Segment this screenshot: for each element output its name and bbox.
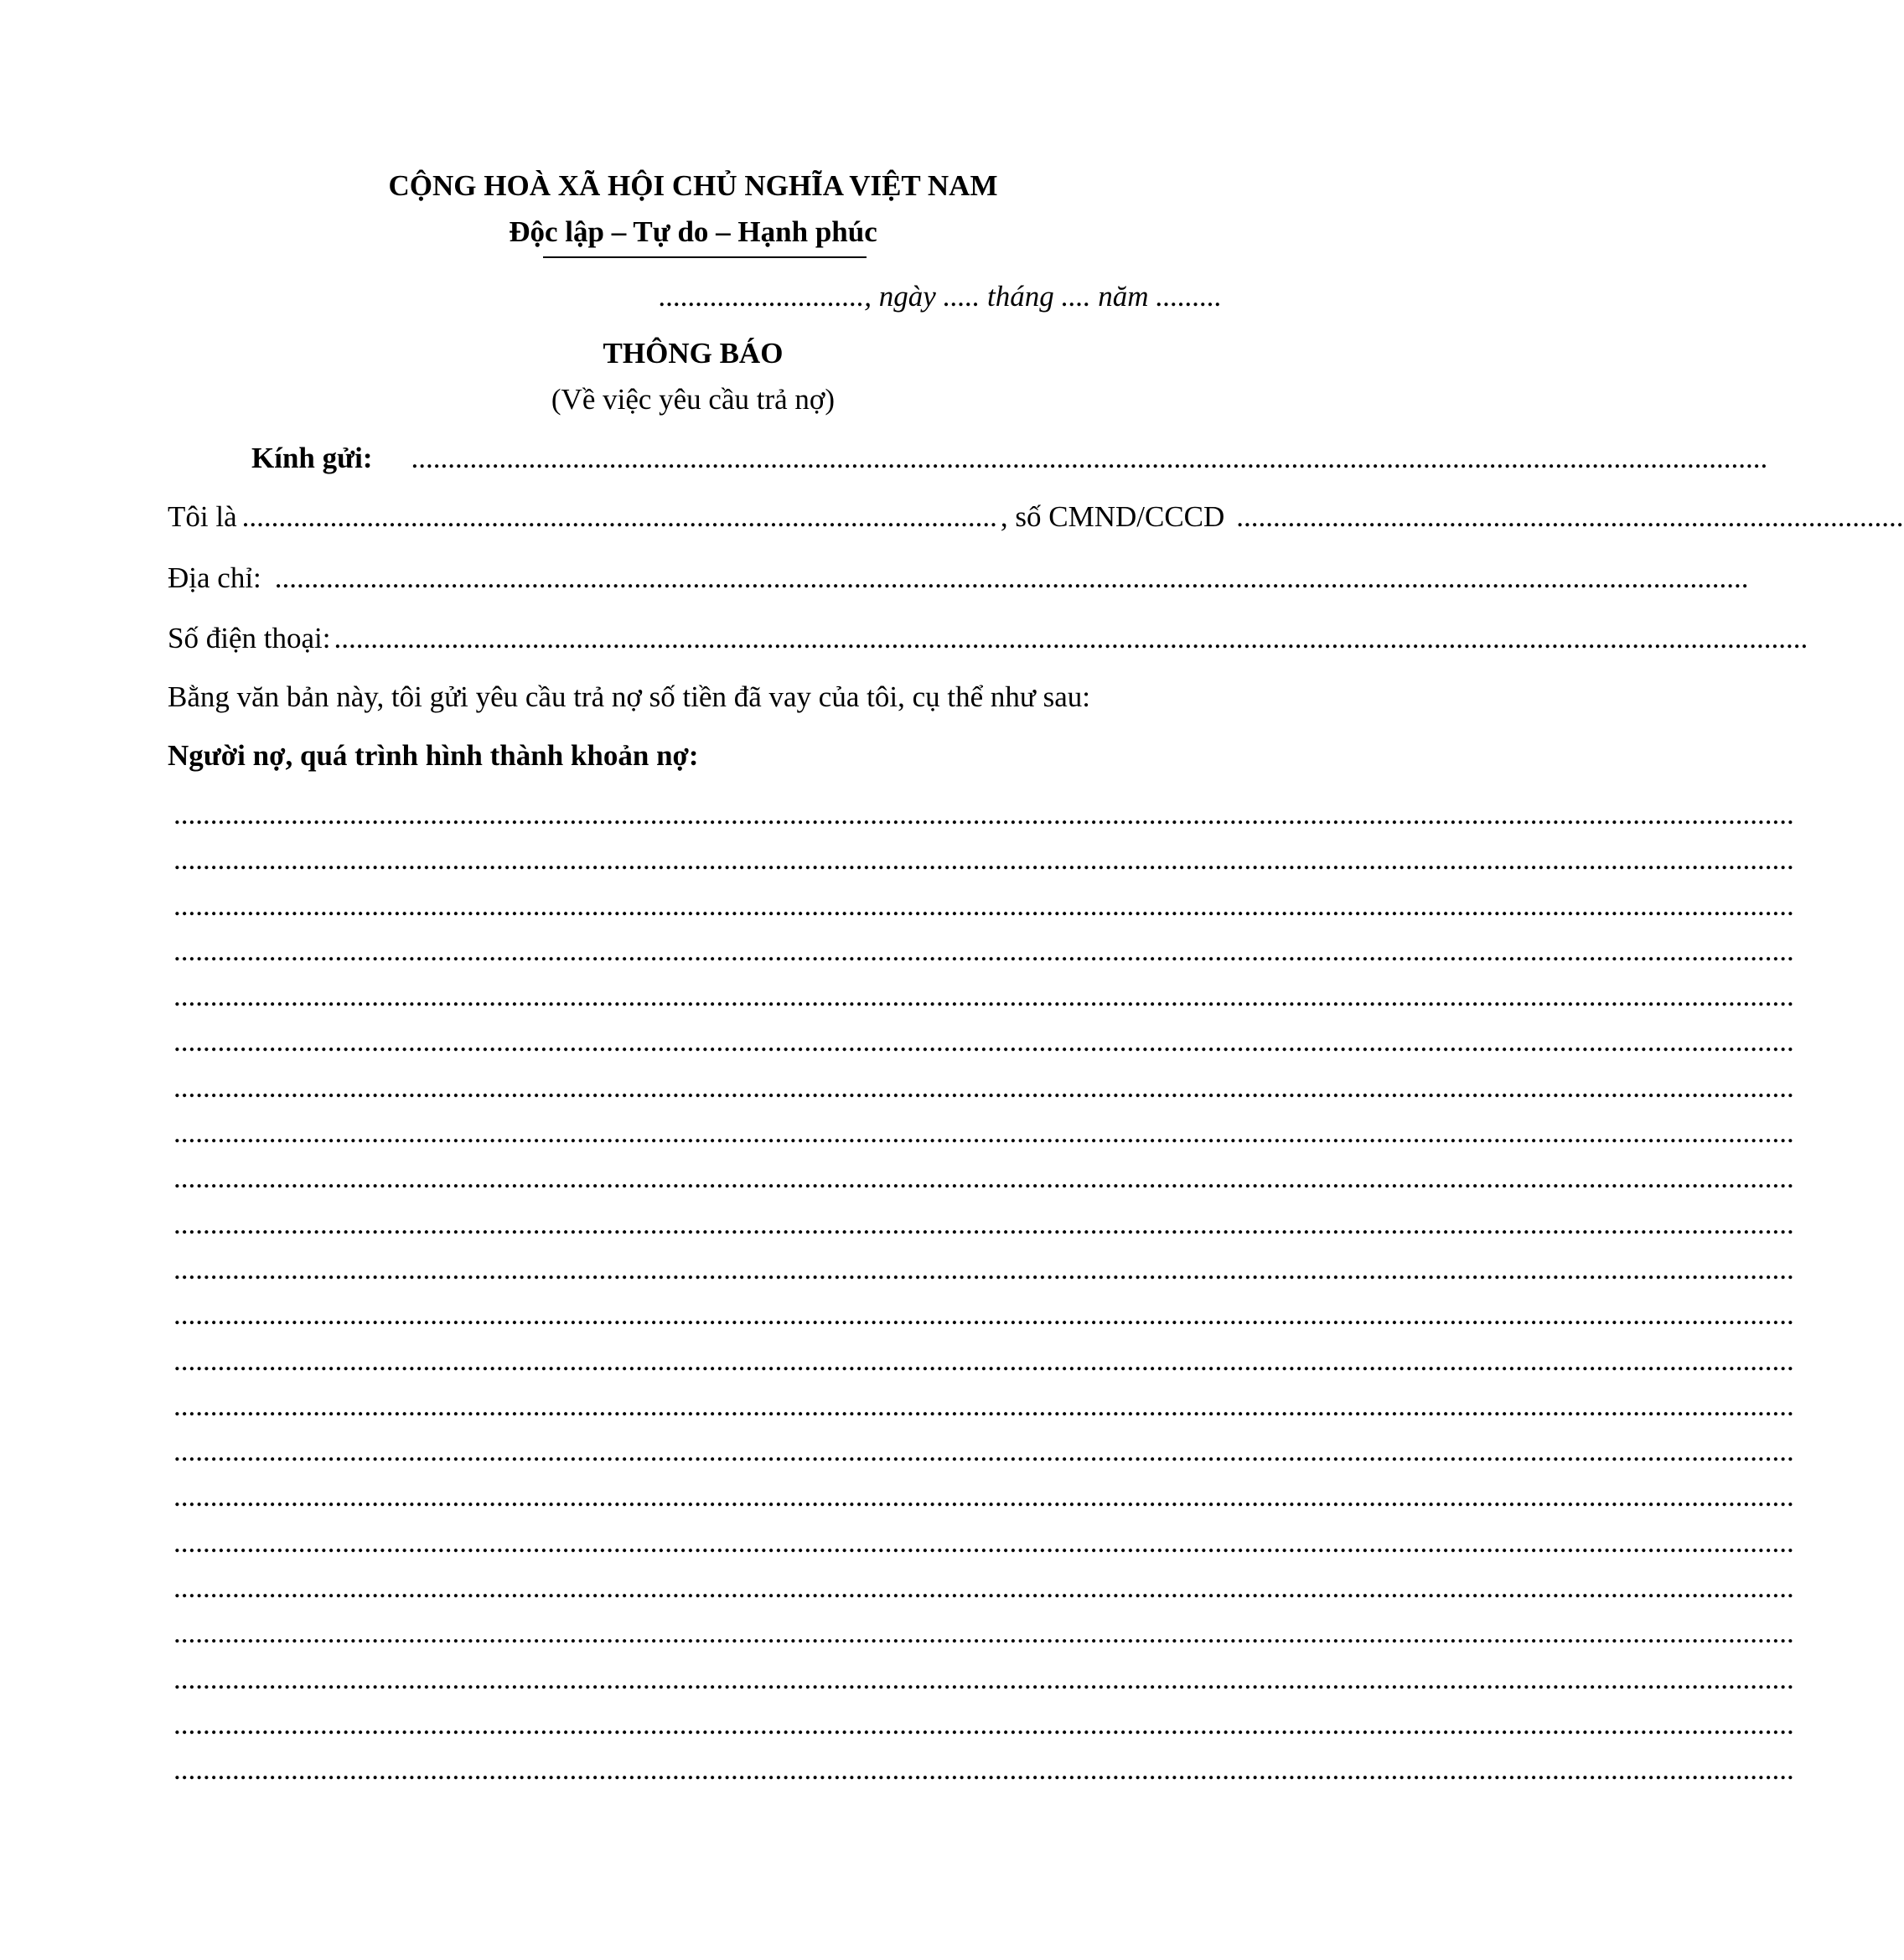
blank-line[interactable]: ............................................................................................................................................................................................................................. [173, 1616, 1794, 1650]
debt-section-heading: Người nợ, quá trình hình thành khoản nợ: [168, 739, 699, 772]
blank-line[interactable]: ............................................................................................................................................................................................................................. [173, 1298, 1794, 1332]
blank-line[interactable]: ............................................................................................................................................................................................................................. [173, 798, 1794, 830]
document-title: THÔNG BÁO [603, 337, 784, 370]
blank-line[interactable]: ............................................................................................................................................................................................................................. [173, 888, 1794, 922]
blank-line[interactable]: ............................................................................................................................................................................................................................. [173, 1070, 1794, 1104]
blank-line[interactable]: ............................................................................................................................................................................................................................. [173, 843, 1794, 877]
motto-underline [543, 256, 867, 258]
blank-line[interactable]: ............................................................................................................................................................................................................................. [173, 1571, 1794, 1605]
blank-line[interactable]: ............................................................................................................................................................................................................................. [173, 1525, 1794, 1559]
address-row [168, 560, 1749, 600]
address-blank[interactable]: ......................................................................................................................................................................................................... [274, 561, 1749, 594]
place-date-line: ............................, ngày ..... tháng .... năm ......... [659, 280, 1222, 313]
name-id-row [168, 499, 1904, 539]
blank-line[interactable]: ............................................................................................................................................................................................................................. [173, 1480, 1794, 1513]
blank-line[interactable]: ............................................................................................................................................................................................................................. [173, 1662, 1794, 1695]
blank-line[interactable]: ............................................................................................................................................................................................................................. [173, 1435, 1794, 1468]
address-label: Địa chỉ: [168, 561, 261, 594]
recipient-blank[interactable]: ......................................................................................................................................................................................... [411, 442, 1768, 474]
id-blank[interactable]: ........................................................................................... [1236, 500, 1904, 533]
recipient-label: Kính gửi: [251, 442, 373, 474]
national-motto: Độc lập – Tự do – Hạnh phúc [509, 215, 877, 248]
blank-line[interactable]: ............................................................................................................................................................................................................................. [173, 1707, 1794, 1740]
request-statement: Bằng văn bản này, tôi gửi yêu cầu trả nợ số tiền đã vay của tôi, cụ thể như sau: [168, 680, 1090, 713]
phone-row [168, 620, 1808, 660]
blank-line[interactable]: ............................................................................................................................................................................................................................. [173, 1252, 1794, 1285]
country-header: CỘNG HOÀ XÃ HỘI CHỦ NGHĨA VIỆT NAM [388, 169, 998, 202]
phone-label: Số điện thoại: [168, 622, 331, 654]
blank-line[interactable]: ............................................................................................................................................................................................................................. [173, 933, 1794, 967]
blank-line[interactable]: ............................................................................................................................................................................................................................. [173, 1389, 1794, 1422]
document-subtitle: (Về việc yêu cầu trả nợ) [551, 383, 836, 416]
recipient-row [168, 440, 1768, 480]
blank-line[interactable]: ............................................................................................................................................................................................................................. [173, 1025, 1794, 1058]
blank-line[interactable]: ............................................................................................................................................................................................................................. [173, 980, 1794, 1013]
name-label: Tôi là [168, 500, 237, 533]
debt-details-blank-lines [173, 796, 1794, 1797]
blank-line[interactable]: ............................................................................................................................................................................................................................. [173, 1753, 1794, 1787]
blank-line[interactable]: ............................................................................................................................................................................................................................. [173, 1161, 1794, 1195]
blank-line[interactable]: ............................................................................................................................................................................................................................. [173, 1343, 1794, 1377]
blank-line[interactable]: ............................................................................................................................................................................................................................. [173, 1207, 1794, 1240]
phone-blank[interactable]: ......................................................................................................................................................................................................... [334, 622, 1808, 654]
blank-line[interactable]: ............................................................................................................................................................................................................................. [173, 1116, 1794, 1150]
id-label: , số CMND/CCCD [1000, 500, 1225, 533]
name-blank[interactable]: ....................................................................................................... [241, 500, 997, 533]
